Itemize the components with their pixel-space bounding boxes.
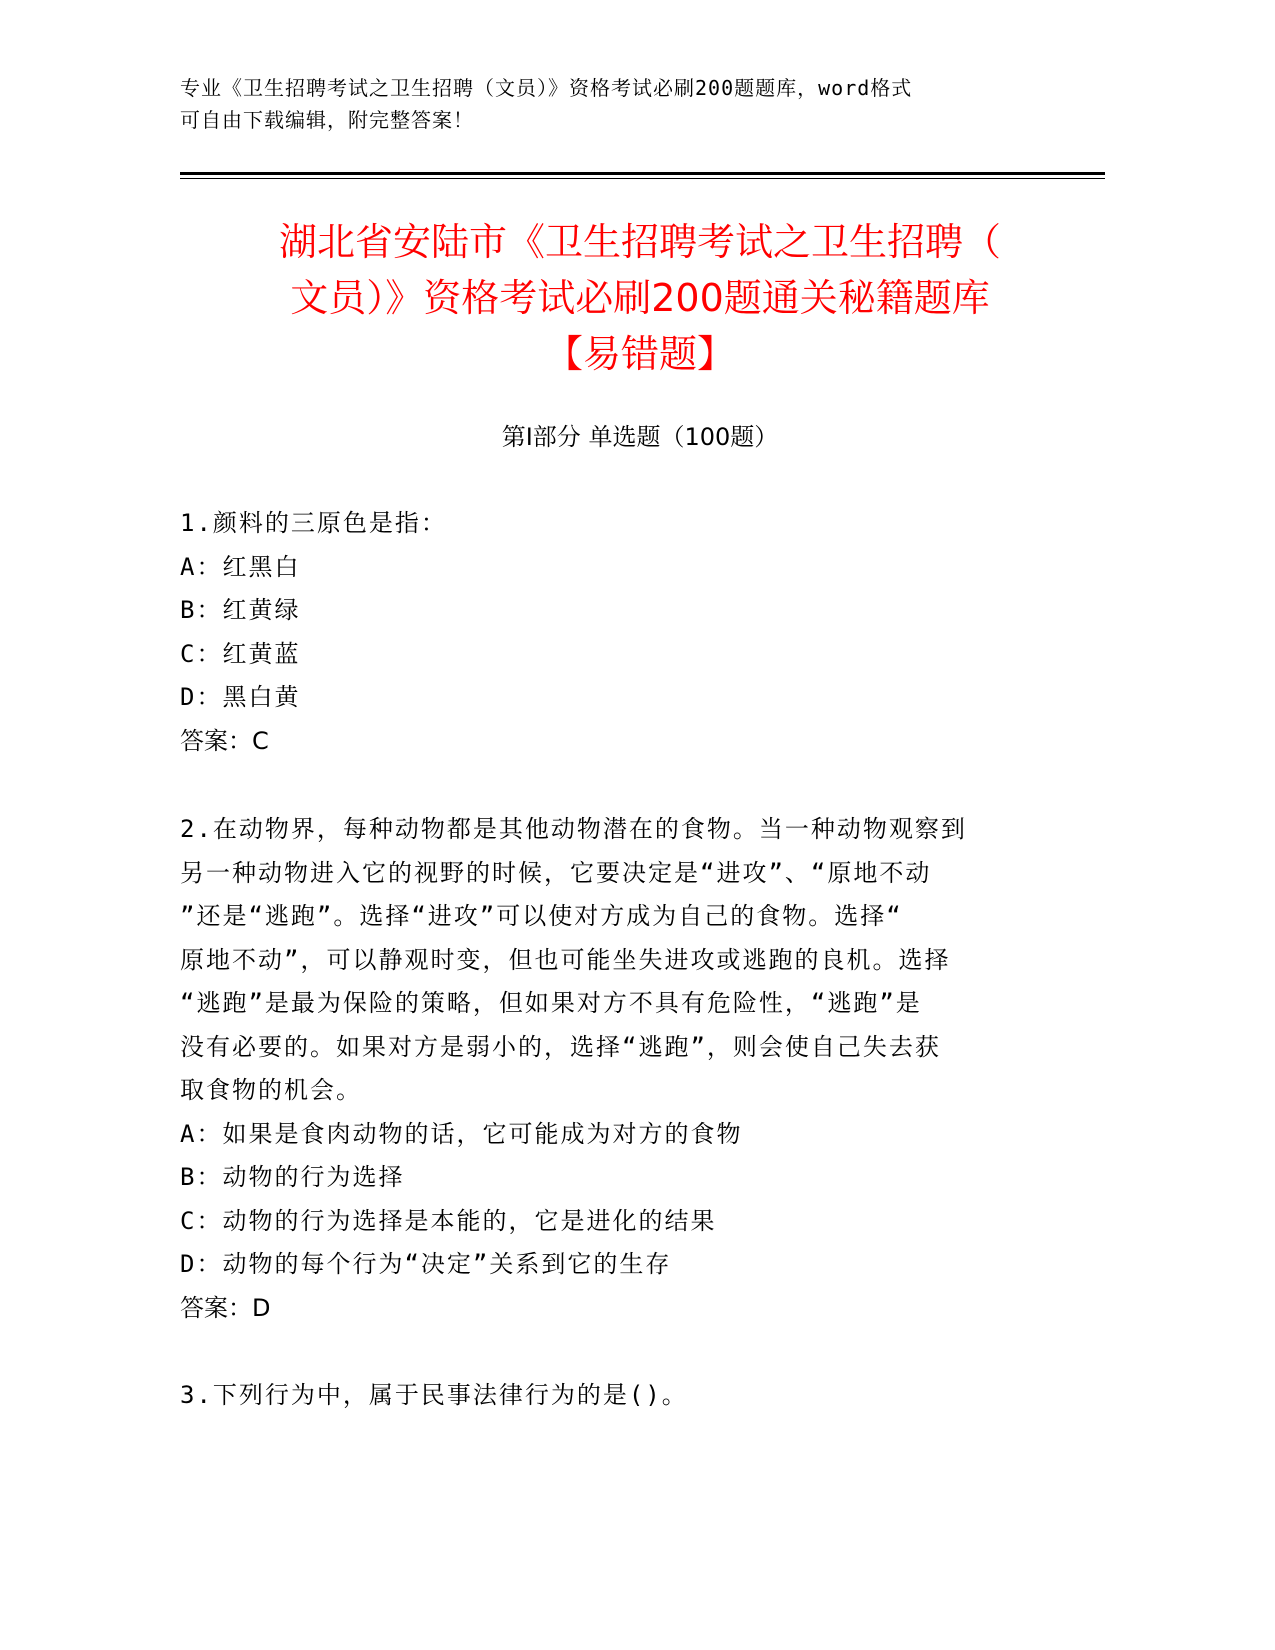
question-stem-line: 取食物的机会。 bbox=[180, 1076, 362, 1104]
option-b: B：红黄绿 bbox=[180, 596, 301, 624]
section-heading: 第Ⅰ部分 单选题（100题） bbox=[501, 423, 779, 451]
question-stem: 1.颜料的三原色是指： bbox=[180, 509, 447, 537]
option-c: C：红黄蓝 bbox=[180, 639, 301, 668]
question-stem-line: 没有必要的。如果对方是弱小的，选择“逃跑”，则会使自己失去获 bbox=[180, 1032, 941, 1061]
answer: 答案：C bbox=[180, 726, 269, 755]
header-note-line: 可自由下载编辑，附完整答案！ bbox=[180, 108, 474, 132]
question-stem-line: 2.在动物界，每种动物都是其他动物潜在的食物。当一种动物观察到 bbox=[180, 815, 967, 843]
header-divider-thin bbox=[180, 178, 1105, 179]
question-2 bbox=[180, 808, 1020, 1330]
option-d: D：动物的每个行为“决定”关系到它的生存 bbox=[180, 1250, 672, 1278]
option-a: A：红黑白 bbox=[180, 552, 301, 581]
header-divider bbox=[180, 172, 1105, 175]
title-line: 湖北省安陆市《卫生招聘考试之卫生招聘（ bbox=[278, 220, 1001, 264]
question-stem: 3.下列行为中，属于民事法律行为的是()。 bbox=[180, 1381, 688, 1409]
question-1 bbox=[180, 502, 1020, 763]
option-b: B：动物的行为选择 bbox=[180, 1163, 405, 1191]
question-stem-line: “逃跑”是最为保险的策略，但如果对方不具有危险性，“逃跑”是 bbox=[180, 989, 922, 1017]
option-c: C：动物的行为选择是本能的，它是进化的结果 bbox=[180, 1206, 717, 1235]
header-note-line: 专业《卫生招聘考试之卫生招聘（文员）》资格考试必刷200题题库，word格式 bbox=[180, 76, 913, 100]
answer: 答案：D bbox=[180, 1293, 271, 1322]
title-line: 【易错题】 bbox=[544, 332, 735, 376]
title-line: 文员）》资格考试必刷200题通关秘籍题库 bbox=[290, 276, 990, 320]
question-stem-line: ”还是“逃跑”。选择“进攻”可以使对方成为自己的食物。选择“ bbox=[180, 902, 903, 930]
option-d: D：黑白黄 bbox=[180, 683, 301, 711]
question-3 bbox=[180, 1374, 1020, 1418]
option-a: A：如果是食肉动物的话，它可能成为对方的食物 bbox=[180, 1119, 743, 1148]
question-stem-line: 另一种动物进入它的视野的时候，它要决定是“进攻”、“原地不动 bbox=[180, 858, 932, 887]
document-title bbox=[140, 214, 1140, 382]
header-note bbox=[180, 72, 1040, 136]
question-stem-line: 原地不动”，可以静观时变，但也可能坐失进攻或逃跑的良机。选择 bbox=[180, 945, 951, 974]
